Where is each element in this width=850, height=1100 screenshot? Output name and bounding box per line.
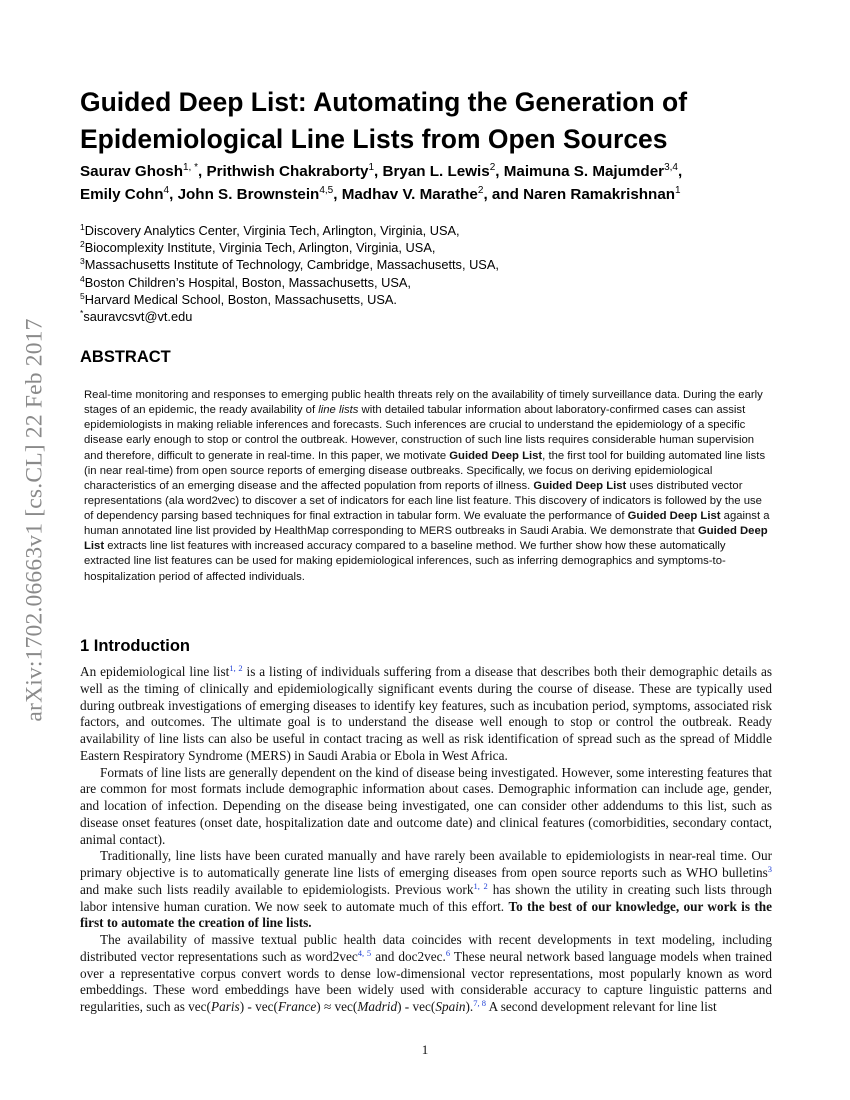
citation-link[interactable]: 7, 8 <box>473 998 486 1008</box>
abstract-body <box>84 388 770 585</box>
paragraph <box>80 664 772 765</box>
abstract-text: with detailed tabular information about laboratory-confirmed cases can assist epidemiologists in making reliable inferences and forecasts. Such inferences are crucial to understand the epidemiology of a specific disease early enough to stop or control the outbreak. However, construction of such line lists requires considerable human supervision and therefore, difficult to generate in real-time. In this paper, we motivate <box>84 404 755 462</box>
tool-name: Guided Deep List <box>533 479 627 492</box>
author-affiliation-mark: 1 <box>675 185 681 196</box>
affiliation-mark: * <box>80 308 84 319</box>
paragraph-text: ) - vec( <box>239 999 278 1014</box>
affiliation-item <box>80 291 780 308</box>
paragraph <box>80 848 772 932</box>
author-name: Bryan L. Lewis <box>382 163 490 180</box>
paragraph-text: These neural network based language models when trained over a representative corpus convert words to dense low-dimensional vector representations, most popularly known as word embeddings. These word embeddings have been widely used with considerable accuracy to capture linguistic patterns and regularities, such as vec( <box>80 948 772 1014</box>
author-name: Prithwish Chakraborty <box>206 163 369 180</box>
author-name: Emily Cohn <box>80 186 164 203</box>
paragraph-text: is a listing of individuals suffering from a disease that describes both their demographic details as well as the timing of clinically and epidemiologically significant events during the course of disease. These are typically used during outbreak investigations of emerging diseases to identify key features, such as incubation period, symptoms, associated risk factors, and outcomes. The ultimate goal is to understand the disease well enough to stop or control the outbreak. Ready availability of line lists can also be useful in contact tracing as well as risk identification of spread such as the spread of Middle Eastern Respiratory Syndrome (MERS) in Saudi Arabia or Ebola in West Africa. <box>80 664 773 763</box>
author-name: Naren Ramakrishnan <box>523 186 676 203</box>
affiliation-text: Massachusetts Institute of Technology, Cambridge, Massachusetts, USA, <box>84 257 499 273</box>
author-name: Saurav Ghosh <box>80 163 183 180</box>
affiliation-item <box>80 256 780 273</box>
author-affiliation-mark: 1, * <box>182 162 198 173</box>
abstract-text: uses distributed vector representations (ala word2vec) to discover a set of indicators for each line list feature. This discovery of indicators is followed by the use of dependency parsing based techniques for final extraction in tabular form. We evaluate the performance of <box>84 479 762 522</box>
corresponding-email: sauravcsvt@vt.edu <box>83 309 193 325</box>
key-claim: To the best of our knowledge, our work is the first to automate the creation of line lists. <box>80 898 772 931</box>
math-term: Madrid <box>357 999 398 1014</box>
author-affiliation-mark: 4,5 <box>319 185 334 196</box>
title-line-2: Epidemiological Line Lists from Open Sources <box>80 124 668 154</box>
paragraph-text: has shown the utility in creating such lists through labor intensive human curation. We now seek to automate much of this effort. <box>80 881 772 914</box>
paragraph-text: The availability of massive textual public health data coincides with recent developments in text modeling, including distributed vector representations such as word2vec <box>80 932 772 964</box>
author-affiliation-mark: 4 <box>163 185 170 196</box>
affiliation-text: Discovery Analytics Center, Virginia Tech, Arlington, Virginia, USA, <box>84 223 460 238</box>
page-number: 1 <box>421 1042 429 1057</box>
affiliation-mark: 4 <box>80 273 85 284</box>
abstract-text: extracts line list features with increased accuracy compared to a baseline method. We further show how these automatically extracted line list features can be used for making epidemiological inferences, such as inferring demographics and symptoms-to-hospitalization period of affected individuals. <box>84 540 726 583</box>
tool-name: Guided Deep List <box>627 510 721 522</box>
paragraph-text: An epidemiological line list <box>80 664 230 679</box>
title-line-1: Guided Deep List: Automating the Generation of <box>80 87 688 117</box>
tool-name: Guided Deep List <box>84 525 768 553</box>
author-affiliation-mark: 2 <box>477 185 484 196</box>
arxiv-identifier-stamp <box>20 300 50 740</box>
author-list: Saurav Ghosh$^{1, *}$, Prithwish Chakraborty$^1$, Bryan L. Lewis$^2$, Maimuna S. Majumder$^{3,4}$, Emily Cohn$^4$, John S. Brownstein$^{4,5}$, Madhav V. Marathe$^2$, and Naren Ramakrishnan$^1$ <box>80 162 683 203</box>
affiliation-mark: 2 <box>80 239 85 250</box>
affiliation-item <box>80 308 780 325</box>
affiliation-mark: 5 <box>80 290 85 301</box>
affiliation-item <box>80 274 780 291</box>
arxiv-identifier-text: arXiv:1702.06663v1 [cs.CL] 22 Feb 2017 <box>21 318 48 722</box>
paragraph-text: ) ≈ vec( <box>316 999 358 1014</box>
introduction-body <box>80 664 772 1016</box>
affiliation-mark: 1 <box>80 222 85 232</box>
paragraph-text: A second development relevant for line list <box>486 999 717 1014</box>
author-affiliation-mark: 3,4 <box>664 162 678 173</box>
abstract-text: , the first tool for building automated line lists (in near real-time) from open source reports of emerging disease outbreaks. Specifically, we focus on deriving epidemiological characteristics of an emerging disease and the affected population from reports of illness. <box>84 449 766 492</box>
author-name: Madhav V. Marathe <box>341 186 478 203</box>
paragraph-text: and doc2vec. <box>371 948 446 964</box>
affiliation-item <box>80 222 780 239</box>
paragraph-text: ) - vec( <box>397 999 436 1014</box>
affiliation-text: Boston Children’s Hospital, Boston, Massachusetts, USA, <box>84 274 411 290</box>
paper-title <box>80 84 780 158</box>
introduction-heading: 1 Introduction <box>80 637 190 655</box>
tool-name: Guided Deep List <box>449 449 543 462</box>
citation-link[interactable]: 4, 5 <box>357 947 372 958</box>
paragraph-text: Formats of line lists are generally dependent on the kind of disease being investigated. However, some interesting features that are common for most formats include demographic information about cases. Demographic information can include age, gender, and location of infection. Depending on the disease being investigated, one can consider other addendums to this list, such as disease onset features (onset date, hospitalization date and outcome date) and clinical features (comorbidities, secondary contact, animal contact). <box>80 764 772 847</box>
paragraph <box>80 765 772 849</box>
math-term: France <box>277 999 317 1014</box>
author-affiliation-mark: 1 <box>368 162 375 173</box>
citation-link[interactable]: 6 <box>445 947 451 958</box>
paragraph-text: ). <box>465 999 474 1014</box>
math-term: Spain <box>435 999 466 1014</box>
citation-link[interactable]: 3 <box>767 864 772 874</box>
affiliation-item <box>80 239 780 256</box>
math-term: Paris <box>210 999 240 1014</box>
affiliation-mark: 3 <box>80 256 85 267</box>
paragraph <box>80 932 772 1016</box>
paragraph-text: and make such lists readily available to epidemiologists. Previous work <box>80 881 474 897</box>
author-affiliation-mark: 2 <box>489 162 496 173</box>
author-name: Maimuna S. Majumder <box>503 163 665 180</box>
citation-link[interactable]: 1, 2 <box>229 663 243 673</box>
abstract-heading: ABSTRACT <box>80 348 171 366</box>
author-name: John S. Brownstein <box>177 186 320 203</box>
affiliation-text: Harvard Medical School, Boston, Massachusetts, USA. <box>84 291 397 307</box>
citation-link[interactable]: 1, 2 <box>473 880 488 891</box>
affiliation-list <box>80 222 780 325</box>
abstract-emphasis: line lists <box>318 404 359 417</box>
paragraph-text: Traditionally, line lists have been curated manually and have rarely been available to epidemiologists in near-real time. Our primary objective is to automatically generate line lists of emerging diseases from open source reports such as WHO bulletins <box>80 848 772 880</box>
abstract-text: against a human annotated line list provided by HealthMap corresponding to MERS outbreaks in Saudi Arabia. We demonstrate that <box>84 510 770 538</box>
abstract-text: Real-time monitoring and responses to emerging public health threats rely on the availability of timely surveillance data. During the early stages of an epidemic, the ready availability of <box>84 389 763 417</box>
affiliation-text: Biocomplexity Institute, Virginia Tech, Arlington, Virginia, USA, <box>84 240 436 256</box>
